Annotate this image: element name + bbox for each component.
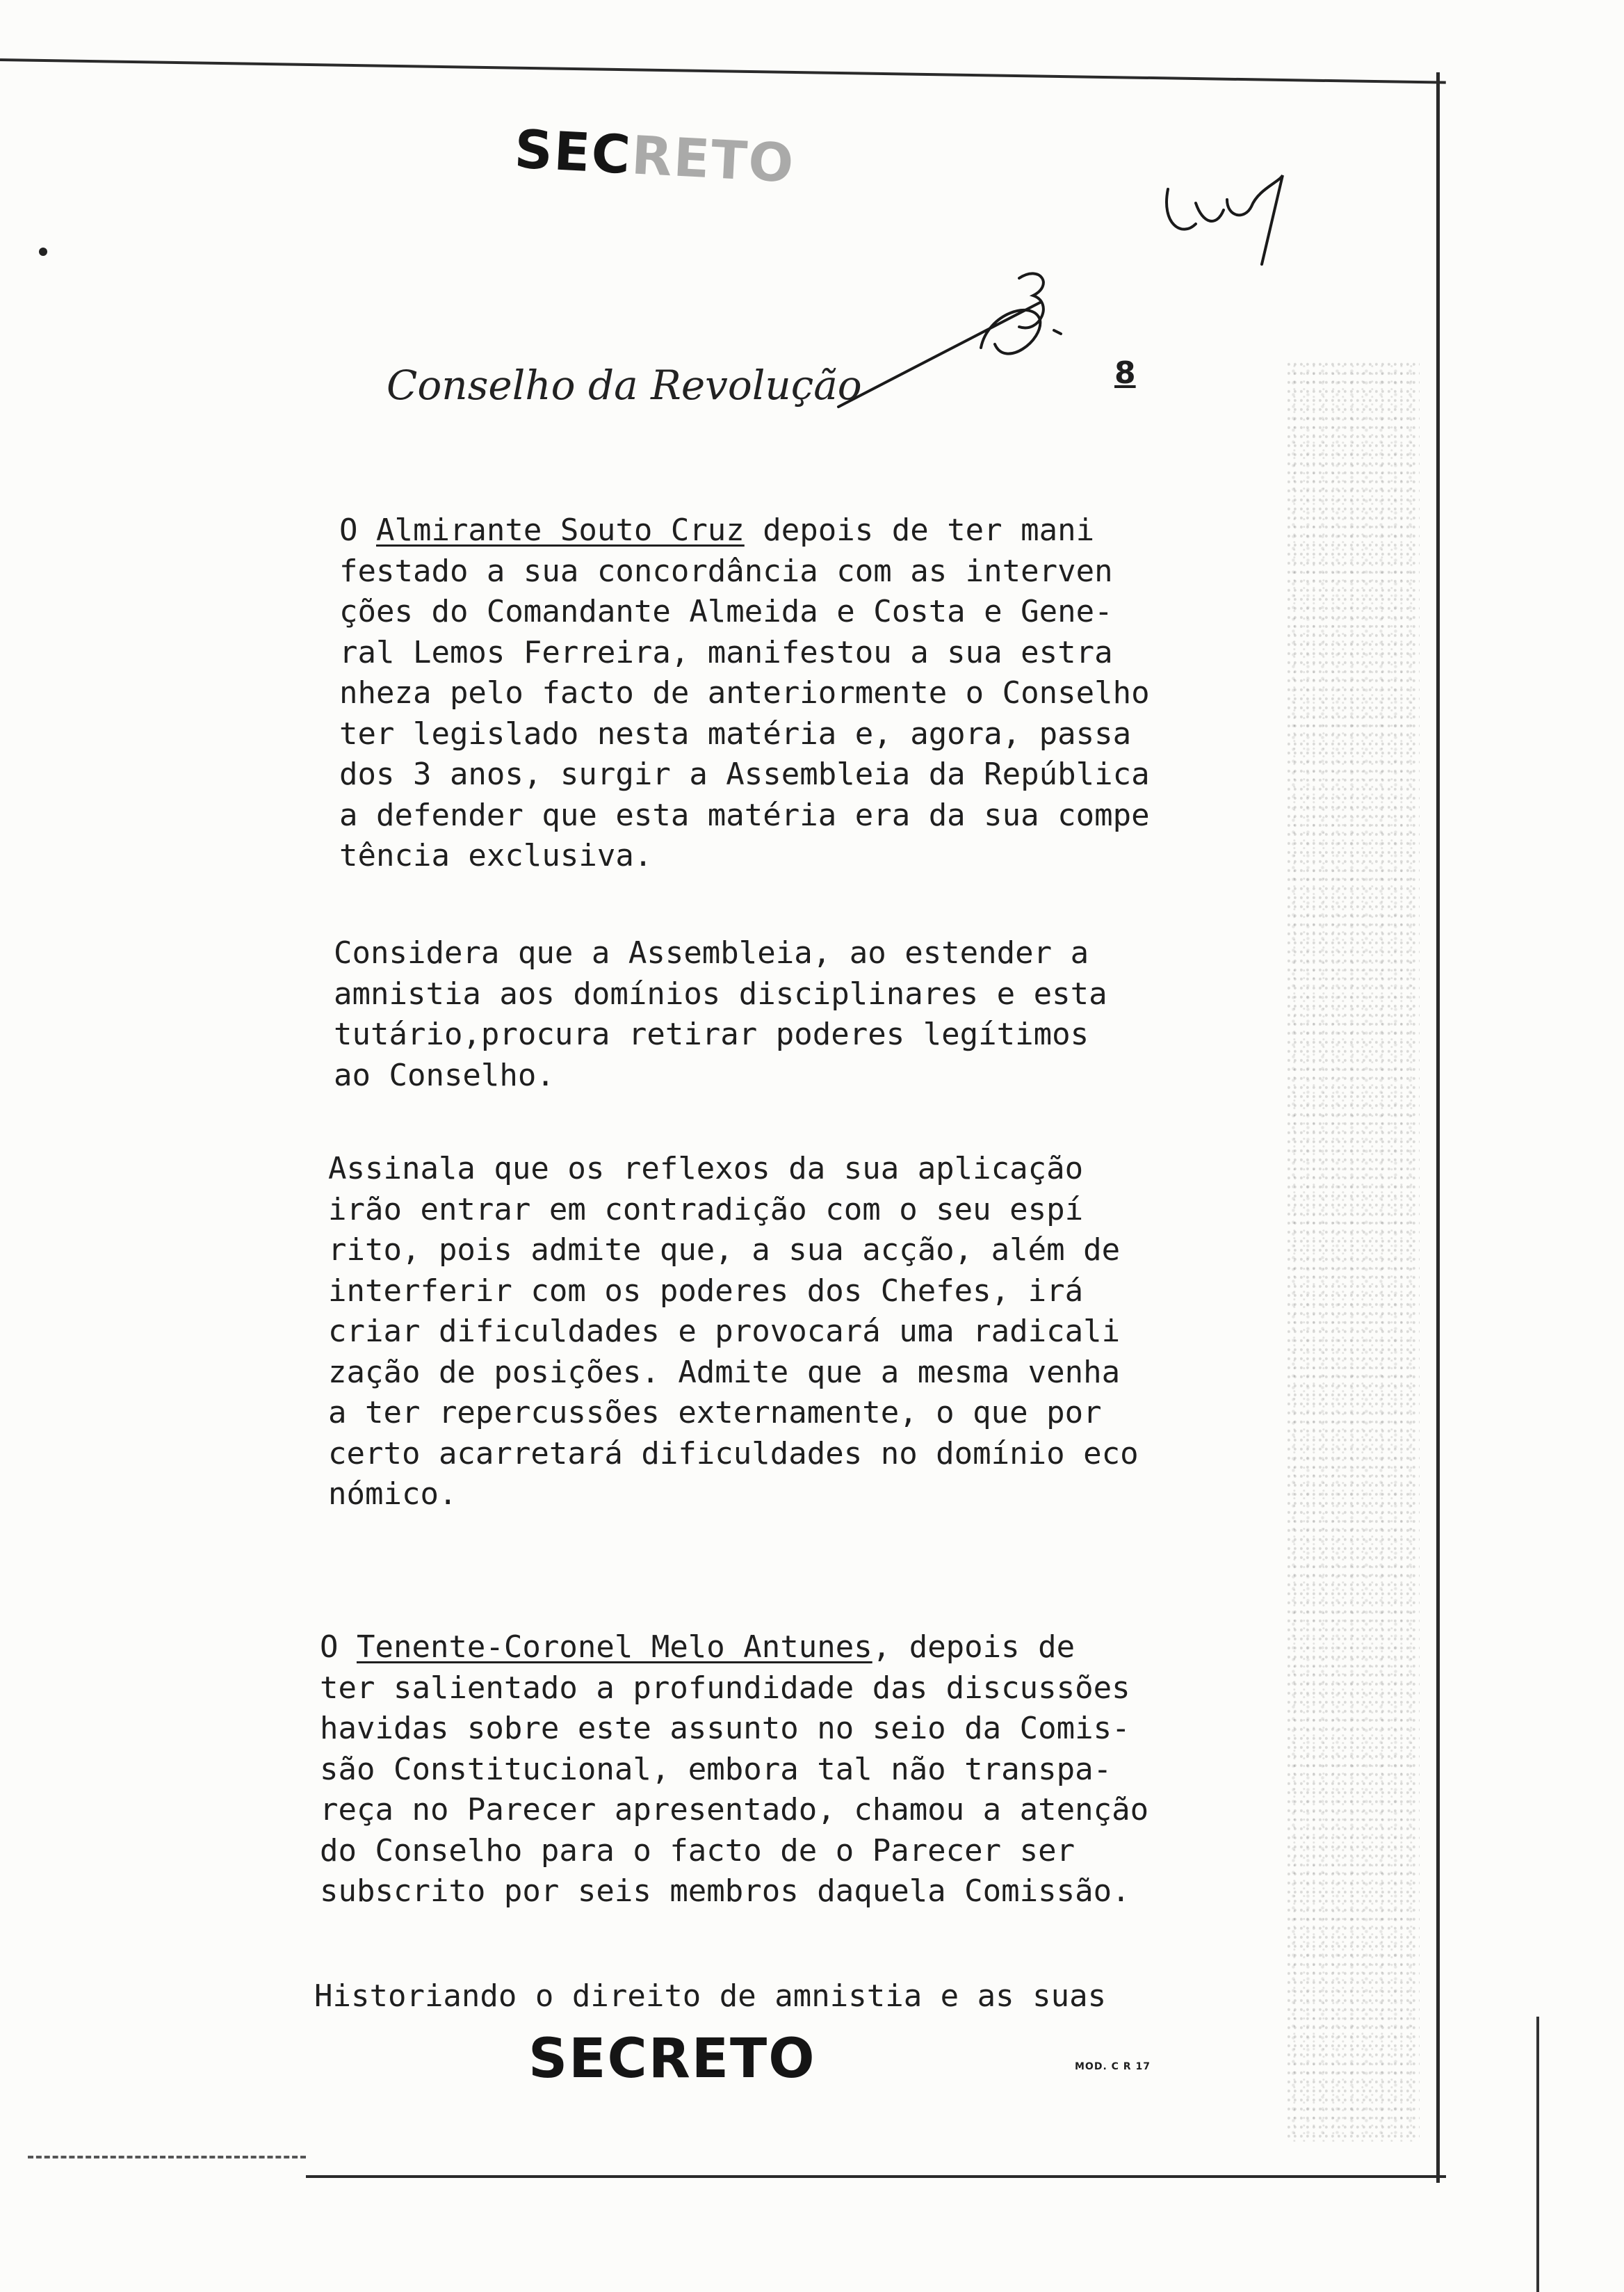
text-fragment: depois de ter mani [744, 513, 1095, 548]
paragraph-historiando [314, 1976, 1106, 2017]
text-fragment: O [339, 513, 376, 548]
handwritten-initials-signature [1140, 161, 1293, 266]
stamp-top-visible: SEC [512, 118, 633, 186]
text-line: dos 3 anos, surgir a Assembleia da República [339, 757, 1150, 792]
text-line: subscrito por seis membros daquela Comissão. [320, 1873, 1130, 1909]
text-line: tutário,procura retirar poderes legítimos [334, 1017, 1089, 1052]
text-line [339, 510, 1150, 551]
text-line: havidas sobre este assunto no seio da Comis- [320, 1711, 1130, 1746]
stamp-top-faded: RETO [630, 124, 797, 195]
text-line: criar dificuldades e provocará uma radicali [328, 1314, 1121, 1349]
text-line: interferir com os poderes dos Chefes, irá [328, 1273, 1084, 1309]
secret-stamp-bottom: SECRETO [528, 2028, 816, 2090]
text-line: nómico. [328, 1476, 457, 1512]
page-bottom-border [306, 2175, 1446, 2178]
speaker-name: Almirante Souto Cruz [375, 513, 745, 548]
paragraph-melo-antunes [320, 1627, 1148, 1912]
text-line: ral Lemos Ferreira, manifestou a sua estra [339, 634, 1113, 670]
text-line: a ter repercussões externamente, o que por [328, 1395, 1102, 1430]
handwritten-rubric [831, 264, 1082, 417]
secret-stamp-top [513, 118, 796, 195]
text-line: festado a sua concordância com as interven [339, 553, 1113, 589]
text-line: Assinala que os reflexos da sua aplicação [328, 1151, 1084, 1186]
page-bottom-dashed-edge [28, 2156, 306, 2158]
punch-mark [39, 248, 47, 256]
text-line: tência exclusiva. [339, 838, 653, 873]
text-line: ter legislado nesta matéria e, agora, passa [339, 716, 1132, 752]
text-line: ções do Comandante Almeida e Costa e Gene- [339, 594, 1113, 629]
page-top-border [0, 58, 1446, 84]
text-line: reça no Parecer apresentado, chamou a atenção [320, 1792, 1149, 1827]
text-fragment: O [320, 1629, 357, 1665]
text-line: Considera que a Assembleia, ao estender a [334, 935, 1089, 971]
text-line: rito, pois admite que, a sua acção, além de [328, 1232, 1121, 1268]
text-line: Historiando o direito de amnistia e as suas [314, 1978, 1107, 2014]
text-line: zação de posições. Admite que a mesma venha [328, 1354, 1121, 1390]
text-line: são Constitucional, embora tal não transpa- [320, 1751, 1112, 1787]
text-line: irão entrar em contradição com o seu espí [328, 1191, 1084, 1227]
text-line: ter salientado a profundidade das discussões [320, 1670, 1130, 1706]
letterhead-title: Conselho da Revolução [387, 362, 862, 409]
paragraph-considera [334, 933, 1107, 1096]
text-line: amnistia aos domínios disciplinares e esta [334, 976, 1107, 1012]
text-line: ao Conselho. [334, 1057, 555, 1093]
paragraph-souto-cruz [339, 510, 1150, 877]
text-line: a defender que esta matéria era da sua compe [339, 797, 1150, 833]
form-code: MOD. C R 17 [1075, 2061, 1151, 2072]
scan-noise-strip [1288, 362, 1420, 2142]
text-line [320, 1627, 1148, 1668]
paragraph-assinala [328, 1149, 1139, 1515]
outer-page-edge [1536, 2017, 1539, 2292]
text-line: certo acarretará dificuldades no domínio eco [328, 1435, 1139, 1471]
text-line: nheza pelo facto de anteriormente o Conselho [339, 675, 1150, 711]
text-line: do Conselho para o facto de o Parecer ser [320, 1832, 1075, 1869]
page-number: 8 [1114, 355, 1136, 391]
text-fragment: , depois de [872, 1629, 1075, 1665]
speaker-name: Tenente-Coronel Melo Antunes [356, 1629, 872, 1665]
page-right-border [1436, 72, 1440, 2183]
